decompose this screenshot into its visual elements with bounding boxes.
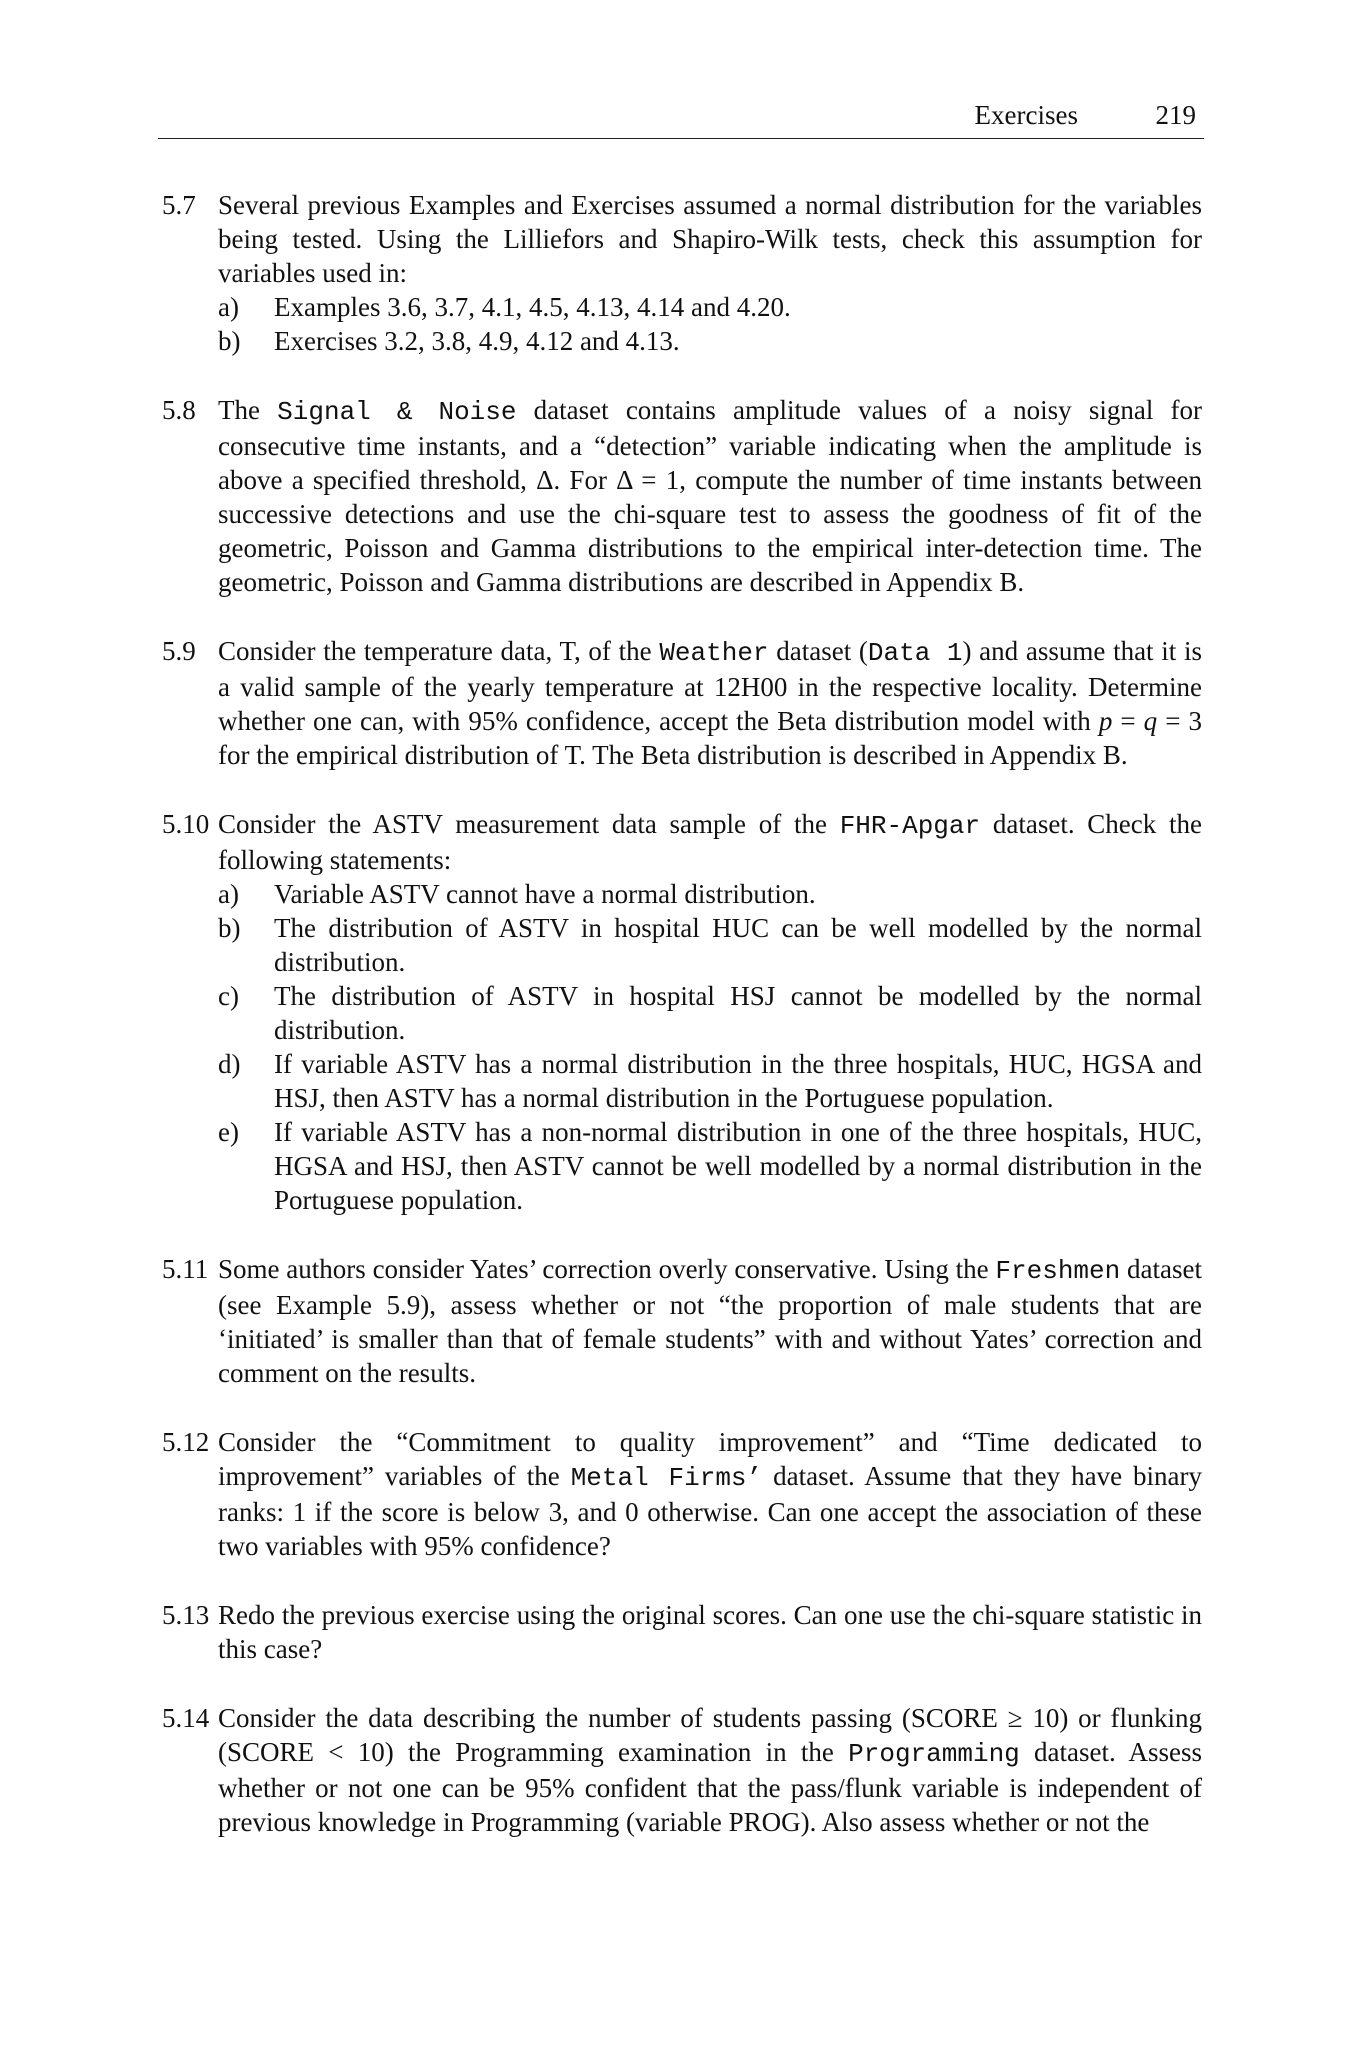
- text-run: =: [1112, 706, 1144, 736]
- exercise-number: 5.12: [162, 1427, 210, 1457]
- item-label: d): [218, 1049, 241, 1079]
- exercise-5-8: [162, 393, 1202, 599]
- text-run: dataset. Assume that they have binary ranks: 1 if the score is below 3, and 0 otherwise. Can one accept the association of these two variables with 95% confidence?: [218, 1461, 1202, 1561]
- item-text: Variable ASTV cannot have a normal distribution.: [274, 879, 816, 909]
- item-label: a): [218, 292, 239, 322]
- exercise-list: [162, 188, 1202, 1874]
- exercise-text: Several previous Examples and Exercises assumed a normal distribution for the variables being tested. Using the Lilliefors and Shapiro-Wilk tests, check this assumption for variables used in:: [218, 190, 1202, 288]
- list-item: [218, 290, 1202, 324]
- exercise-number: 5.8: [162, 395, 196, 425]
- item-text: The distribution of ASTV in hospital HUC can be well modelled by the normal distribution.: [274, 913, 1202, 977]
- dataset-name: Weather: [659, 638, 769, 668]
- page-number: 219: [1155, 100, 1196, 130]
- dataset-name: Signal & Noise: [277, 397, 517, 427]
- exercise-number: 5.9: [162, 636, 196, 666]
- exercise-text: [218, 1701, 1202, 1839]
- text-run: Consider the temperature data, T, of the: [218, 636, 660, 666]
- exercise-5-7: [162, 188, 1202, 358]
- text-run: dataset (: [768, 636, 868, 666]
- list-item: [218, 979, 1202, 1047]
- exercise-number: 5.11: [162, 1254, 209, 1284]
- text-run: dataset. Check the following statements:: [218, 809, 1202, 875]
- exercise-5-13: [162, 1598, 1202, 1666]
- exercise-text: [218, 393, 1202, 599]
- item-label: b): [218, 326, 241, 356]
- text-run: ) and assume that it is a valid sample of the yearly temperature at 12H00 in the respective locality. Determine whether one can, with 95% confidence, accept the Beta distribution model with: [218, 636, 1202, 736]
- text-run: dataset contains amplitude values of a noisy signal for consecutive time instants, and a “detection” variable indicating when the amplitude is above a specified threshold, Δ. For Δ = 1, compute the number of time instants between successive detections and use the chi-square test to assess the goodness of fit of the geometric, Poisson and Gamma distributions to the empirical inter-detection time. The geometric, Poisson and Gamma distributions are described in Appendix B.: [218, 395, 1202, 597]
- item-text: If variable ASTV has a non-normal distribution in one of the three hospitals, HUC, HGSA and HSJ, then ASTV cannot be well modelled by a normal distribution in the Portuguese population.: [274, 1117, 1202, 1215]
- list-item: [218, 1047, 1202, 1115]
- exercise-number: 5.14: [162, 1703, 210, 1733]
- text-run: Consider the “Commitment to quality improvement” and “Time dedicated to improvement” variables of the: [218, 1427, 1202, 1491]
- list-item: [218, 324, 1202, 358]
- list-item: [218, 1115, 1202, 1217]
- exercise-text: [218, 1252, 1202, 1390]
- text-run: Consider the ASTV measurement data sample of the: [218, 809, 840, 839]
- exercise-5-9: [162, 634, 1202, 772]
- exercise-number: 5.13: [162, 1600, 210, 1630]
- dataset-sheet: Data 1: [867, 638, 963, 668]
- running-title: Exercises: [974, 100, 1078, 130]
- exercise-5-12: [162, 1425, 1202, 1563]
- dataset-name: FHR-Apgar: [839, 811, 981, 841]
- exercise-text: Redo the previous exercise using the original scores. Can one use the chi-square statistic in this case?: [218, 1600, 1202, 1664]
- exercise-number: 5.10: [162, 809, 210, 839]
- item-label: a): [218, 879, 239, 909]
- item-text: Examples 3.6, 3.7, 4.1, 4.5, 4.13, 4.14 and 4.20.: [274, 292, 791, 322]
- text-run: The: [218, 395, 278, 425]
- item-label: c): [218, 981, 239, 1011]
- exercise-text: [218, 1425, 1202, 1563]
- item-text: Exercises 3.2, 3.8, 4.9, 4.12 and 4.13.: [274, 326, 680, 356]
- text-run: = 3 for the empirical distribution of T. The Beta distribution is described in Appendix B.: [218, 706, 1202, 770]
- list-item: [218, 877, 1202, 911]
- dataset-name: Programming: [848, 1739, 1020, 1769]
- item-text: The distribution of ASTV in hospital HSJ cannot be modelled by the normal distribution.: [274, 981, 1202, 1045]
- text-run: Consider the data describing the number of students passing (SCORE ≥ 10) or flunking (SCORE < 10) the Programming examination in the: [218, 1703, 1202, 1767]
- math-variable: q: [1143, 706, 1158, 736]
- page-header: [158, 100, 1204, 139]
- exercise-5-10: [162, 807, 1202, 1217]
- text-run: Some authors consider Yates’ correction overly conservative. Using the: [218, 1254, 996, 1284]
- dataset-name: Freshmen: [995, 1256, 1121, 1286]
- text-run: dataset (see Example 5.9), assess whether or not “the proportion of male students that are ‘initiated’ is smaller than that of female students” with and without Yates’ correction and comment on the results.: [218, 1254, 1202, 1388]
- exercise-text: [218, 807, 1202, 877]
- dataset-name: Metal Firms’: [570, 1463, 763, 1493]
- exercise-5-14: [162, 1701, 1202, 1839]
- item-label: b): [218, 913, 241, 943]
- math-variable: p: [1098, 706, 1113, 736]
- text-run: dataset. Assess whether or not one can be 95% confident that the pass/flunk variable is independent of previous knowledge in Programming (variable PROG). Also assess whether or not the: [218, 1737, 1203, 1837]
- item-label: e): [218, 1117, 239, 1147]
- item-text: If variable ASTV has a normal distribution in the three hospitals, HUC, HGSA and HSJ, then ASTV has a normal distribution in the Portuguese population.: [274, 1049, 1202, 1113]
- list-item: [218, 911, 1202, 979]
- exercise-5-11: [162, 1252, 1202, 1390]
- exercise-number: 5.7: [162, 190, 196, 220]
- exercise-text: [218, 634, 1202, 772]
